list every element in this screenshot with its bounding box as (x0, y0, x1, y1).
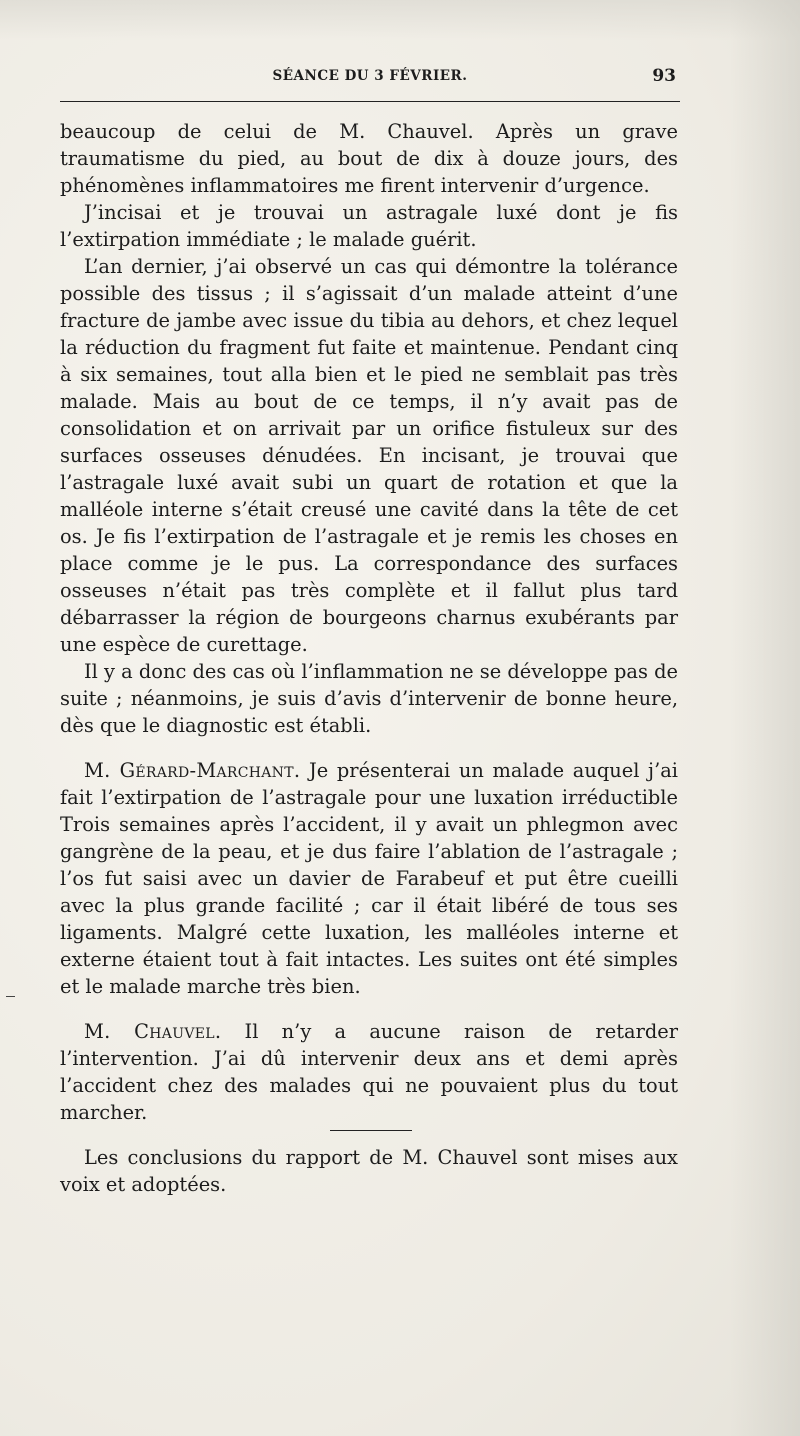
body-text (60, 118, 678, 1198)
paragraph-6 (60, 1018, 678, 1126)
paragraph-2: J’incisai et je trouvai un astragale luxé dont je fis l’extirpation immédiate ; le malade guérit. (60, 201, 678, 251)
page-edge-shading (730, 0, 800, 1436)
page-number: 93 (652, 66, 676, 86)
speaker-name: M. Chauvel. (84, 1020, 222, 1043)
running-title: SÉANCE DU 3 FÉVRIER. (272, 68, 468, 84)
speaker-name: M. Gérard-Marchant. (84, 759, 301, 782)
paragraph-5 (60, 757, 678, 1000)
paragraph-6-text: Il n’y a aucune raison de retarder l’intervention. J’ai dû intervenir deux ans et demi après l’accident chez des malades qui ne pouvaient plus du tout marcher. (60, 1020, 678, 1124)
header-rule (60, 101, 680, 102)
page-top-shading (0, 0, 800, 40)
paragraph-7: Les conclusions du rapport de M. Chauvel sont mises aux voix et adoptées. (60, 1146, 678, 1196)
paragraph-1: beaucoup de celui de M. Chauvel. Après un grave traumatisme du pied, au bout de dix à douze jours, des phénomènes inflammatoires me firent intervenir d’urgence. (60, 120, 678, 197)
paragraph-4: Il y a donc des cas où l’inflammation ne se développe pas de suite ; néanmoins, je suis d’avis d’intervenir de bonne heure, dès que le diagnostic est établi. (60, 660, 678, 737)
section-end-rule (330, 1130, 412, 1131)
running-head (60, 68, 680, 92)
margin-mark (6, 996, 15, 997)
paragraph-5-text: Je présenterai un malade auquel j’ai fait l’extirpation de l’astragale pour une luxation irréductible Trois semaines après l’accident, il y avait un phlegmon avec gangrène de la peau, et je dus faire l’ablation de l’astragale ; l’os fut saisi avec un davier de Farabeuf et put être cueilli avec la plus grande facilité ; car il était libéré de tous ses ligaments. Malgré cette luxation, les malléoles interne et externe étaient tout à fait intactes. Les suites ont été simples et le malade marche très bien. (60, 759, 678, 998)
paragraph-3: L’an dernier, j’ai observé un cas qui démontre la tolérance possible des tissus ; il s’agissait d’un malade atteint d’une fracture de jambe avec issue du tibia au dehors, et chez lequel la réduction du fragment fut faite et maintenue. Pendant cinq à six semaines, tout alla bien et le pied ne semblait pas très malade. Mais au bout de ce temps, il n’y avait pas de consolidation et on arrivait par un orifice fistuleux sur des surfaces osseuses dénudées. En incisant, je trouvai que l’astragale luxé avait subi un quart de rotation et que la malléole interne s’était creusé une cavité dans la tête de cet os. Je fis l’extirpation de l’astragale et je remis les choses en place comme je le pus. La correspondance des surfaces osseuses n’était pas très complète et il fallut plus tard débarrasser la région de bourgeons charnus exubérants par une espèce de curettage. (60, 255, 678, 656)
